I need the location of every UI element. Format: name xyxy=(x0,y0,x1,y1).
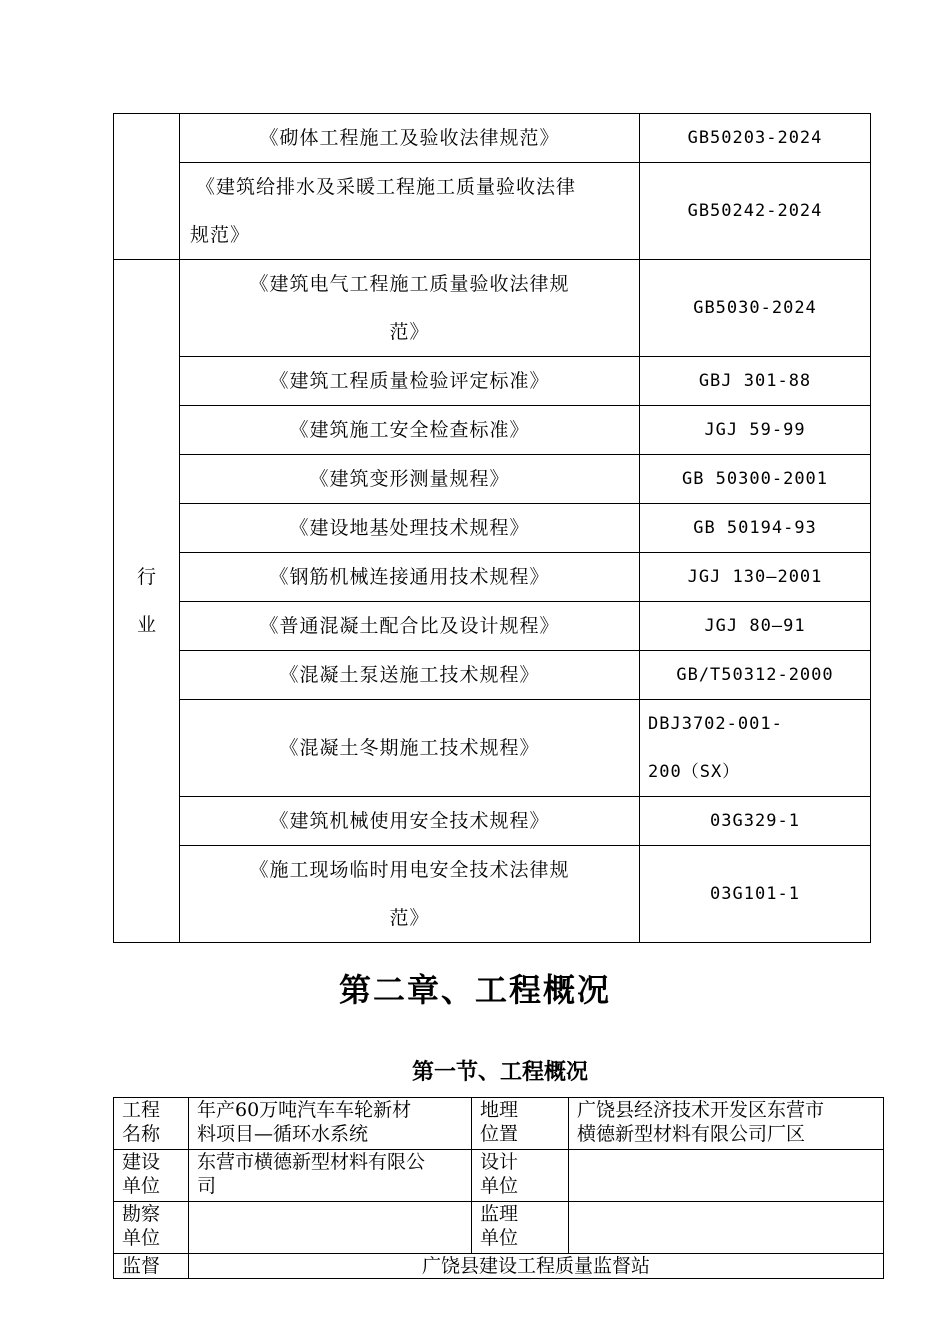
table-row xyxy=(114,797,871,846)
standard-name: 《钢筋机械连接通用技术规程》 xyxy=(180,553,640,602)
standard-code-line: DBJ3702-001- xyxy=(648,714,783,734)
label-cell: 监督 xyxy=(114,1254,189,1279)
standard-name: 《建筑机械使用安全技术规程》 xyxy=(180,797,640,846)
label-cell xyxy=(114,1202,189,1254)
value-line: 东营市横德新型材料有限公 xyxy=(197,1151,426,1173)
standard-code: GB50203-2024 xyxy=(640,114,871,163)
table-row xyxy=(114,1254,884,1279)
label-cell xyxy=(472,1202,569,1254)
standard-name: 《混凝土冬期施工技术规程》 xyxy=(180,700,640,797)
table-row xyxy=(114,455,871,504)
label-line: 单位 xyxy=(122,1227,161,1249)
standard-name-line: 规范》 xyxy=(190,224,251,246)
category-cell-empty xyxy=(114,114,180,260)
label-line: 设计 xyxy=(480,1151,519,1173)
standard-code-line: 200（SX） xyxy=(648,762,741,782)
standard-code: 03G101-1 xyxy=(640,846,871,943)
label-line: 单位 xyxy=(480,1175,519,1197)
standard-name-line: 范》 xyxy=(389,321,430,343)
standard-name-line: 范》 xyxy=(389,907,430,929)
survey-value xyxy=(189,1202,472,1254)
standard-code: 03G329-1 xyxy=(640,797,871,846)
standard-code: GB/T50312-2000 xyxy=(640,651,871,700)
standard-name: 《混凝土泵送施工技术规程》 xyxy=(180,651,640,700)
value-line: 横德新型材料有限公司厂区 xyxy=(577,1123,806,1145)
standard-name: 《建筑变形测量规程》 xyxy=(180,455,640,504)
standard-name xyxy=(180,163,640,260)
standard-name xyxy=(180,260,640,357)
table-row xyxy=(114,1202,884,1254)
label-line: 单位 xyxy=(122,1175,161,1197)
standards-table xyxy=(113,113,871,943)
table-row xyxy=(114,406,871,455)
value-line: 司 xyxy=(197,1175,217,1197)
label-line: 建设 xyxy=(122,1151,161,1173)
category-label-char: 行 xyxy=(136,566,156,588)
label-cell xyxy=(114,1098,189,1150)
standard-code: GB 50300-2001 xyxy=(640,455,871,504)
design-value xyxy=(569,1150,884,1202)
standard-code xyxy=(640,700,871,797)
label-cell xyxy=(114,1150,189,1202)
table-row xyxy=(114,260,871,357)
supervision-value xyxy=(569,1202,884,1254)
standard-name-line: 《建筑给排水及采暖工程施工质量验收法律 xyxy=(196,176,577,198)
table-row xyxy=(114,114,871,163)
standard-name-line: 《施工现场临时用电安全技术法律规 xyxy=(249,859,570,881)
standard-code: GBJ 301-88 xyxy=(640,357,871,406)
standard-name xyxy=(180,846,640,943)
section-title: 第一节、工程概况 xyxy=(411,1059,588,1085)
inspection-value: 广饶县建设工程质量监督站 xyxy=(189,1254,884,1279)
table-row xyxy=(114,651,871,700)
label-line: 单位 xyxy=(480,1227,519,1249)
standard-code: JGJ 80—91 xyxy=(640,602,871,651)
standard-code: JGJ 59-99 xyxy=(640,406,871,455)
label-line: 地理 xyxy=(480,1099,519,1121)
value-line: 料项目—循环水系统 xyxy=(197,1123,369,1145)
label-line: 监理 xyxy=(480,1203,519,1225)
table-row xyxy=(114,1150,884,1202)
table-row xyxy=(114,846,871,943)
label-cell xyxy=(472,1150,569,1202)
table-row xyxy=(114,163,871,260)
standard-name: 《建筑工程质量检验评定标准》 xyxy=(180,357,640,406)
standard-name-line: 《建筑电气工程施工质量验收法律规 xyxy=(249,273,570,295)
table-row xyxy=(114,357,871,406)
standard-name: 《建设地基处理技术规程》 xyxy=(180,504,640,553)
standard-code: GB50242-2024 xyxy=(640,163,871,260)
table-row xyxy=(114,504,871,553)
value-line: 广饶县经济技术开发区东营市 xyxy=(577,1099,825,1121)
project-overview-table xyxy=(113,1097,884,1279)
chapter-title: 第二章、工程概况 xyxy=(338,971,611,1009)
table-row xyxy=(114,1098,884,1150)
label-cell xyxy=(472,1098,569,1150)
value-line: 年产60万吨汽车车轮新材 xyxy=(197,1099,412,1121)
location-value xyxy=(569,1098,884,1150)
table-row xyxy=(114,700,871,797)
standard-name: 《砌体工程施工及验收法律规范》 xyxy=(180,114,640,163)
standard-name: 《普通混凝土配合比及设计规程》 xyxy=(180,602,640,651)
builder-value xyxy=(189,1150,472,1202)
label-line: 名称 xyxy=(122,1123,161,1145)
label-line: 工程 xyxy=(122,1099,161,1121)
table-row xyxy=(114,602,871,651)
standard-name: 《建筑施工安全检查标准》 xyxy=(180,406,640,455)
standard-code: GB5030-2024 xyxy=(640,260,871,357)
standard-code: JGJ 130—2001 xyxy=(640,553,871,602)
table-row xyxy=(114,553,871,602)
category-label-char: 业 xyxy=(136,614,156,636)
standard-code: GB 50194-93 xyxy=(640,504,871,553)
label-line: 位置 xyxy=(480,1123,519,1145)
category-cell xyxy=(114,260,180,943)
label-line: 勘察 xyxy=(122,1203,161,1225)
project-name-value xyxy=(189,1098,472,1150)
